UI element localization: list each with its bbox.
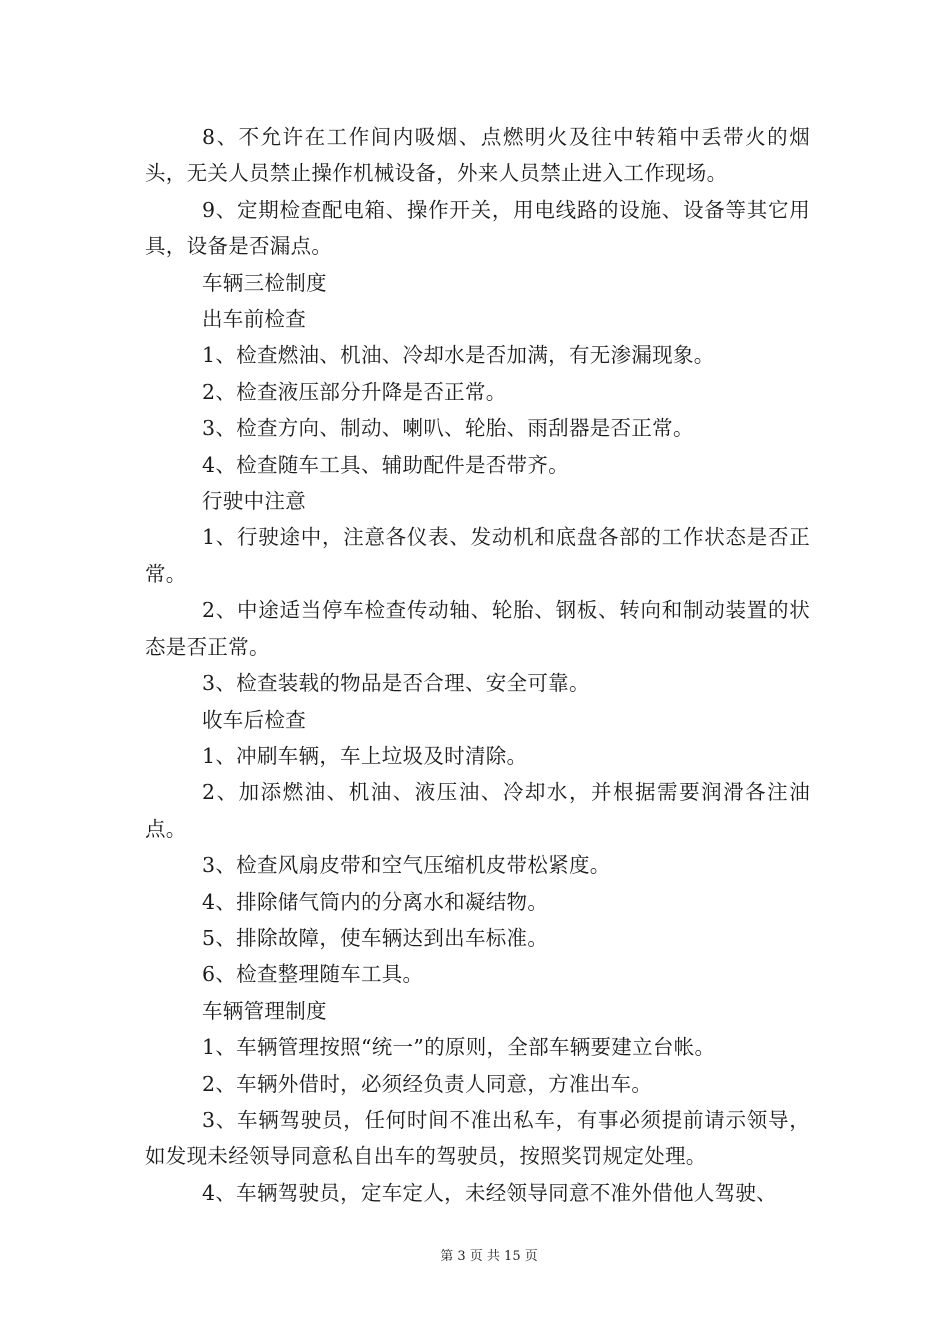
section-heading-vehicle-three-checks: 车辆三检制度 xyxy=(202,270,327,295)
list-item: 4、车辆驾驶员，定车定人，未经领导同意不准外借他人驾驶、 xyxy=(202,1180,777,1205)
list-item: 2、加添燃油、机油、液压油、冷却水，并根据需要润滑各注油点。 xyxy=(145,780,810,841)
list-item: 5、排除故障，使车辆达到出车标准。 xyxy=(202,925,549,950)
list-item: 4、排除储气筒内的分离水和凝结物。 xyxy=(202,889,549,914)
list-item: 1、行驶途中，注意各仪表、发动机和底盘各部的工作状态是否正常。 xyxy=(145,525,810,586)
subheading-while-driving: 行驶中注意 xyxy=(202,489,306,514)
paragraph-rule-8: 8、不允许在工作间内吸烟、点燃明火及往中转箱中丢带火的烟头，无关人员禁止操作机械设备，外来人员禁止进入工作现场。 xyxy=(145,125,810,186)
list-item: 3、检查风扇皮带和空气压缩机皮带松紧度。 xyxy=(202,853,611,878)
list-item: 6、检查整理随车工具。 xyxy=(202,962,424,987)
page-number-footer: 第 3 页 共 15 页 xyxy=(440,1249,538,1264)
list-item: 1、车辆管理按照“统一”的原则，全部车辆要建立台帐。 xyxy=(202,1035,716,1060)
subheading-pre-departure-check: 出车前检查 xyxy=(202,307,306,332)
list-item: 2、车辆外借时，必须经负责人同意，方准出车。 xyxy=(202,1071,653,1096)
paragraph-rule-9: 9、定期检查配电箱、操作开关，用电线路的设施、设备等其它用具，设备是否漏点。 xyxy=(145,197,810,259)
list-item: 2、中途适当停车检查传动轴、轮胎、钢板、转向和制动装置的状态是否正常。 xyxy=(145,598,810,659)
document-body xyxy=(145,119,810,1211)
list-item: 1、检查燃油、机油、冷却水是否加满，有无渗漏现象。 xyxy=(202,343,715,368)
list-item: 4、检查随车工具、辅助配件是否带齐。 xyxy=(202,452,569,477)
list-item: 2、检查液压部分升降是否正常。 xyxy=(202,379,507,404)
list-item: 1、冲刷车辆，车上垃圾及时清除。 xyxy=(202,743,528,768)
subheading-after-return-check: 收车后检查 xyxy=(202,707,306,732)
list-item: 3、检查装载的物品是否合理、安全可靠。 xyxy=(202,671,590,696)
list-item: 3、车辆驾驶员，任何时间不准出私车，有事必须提前请示领导，如发现未经领导同意私自出车的驾驶员，按照奖罚规定处理。 xyxy=(145,1107,810,1169)
list-item: 3、检查方向、制动、喇叭、轮胎、雨刮器是否正常。 xyxy=(202,416,694,441)
section-heading-vehicle-management: 车辆管理制度 xyxy=(202,998,327,1023)
